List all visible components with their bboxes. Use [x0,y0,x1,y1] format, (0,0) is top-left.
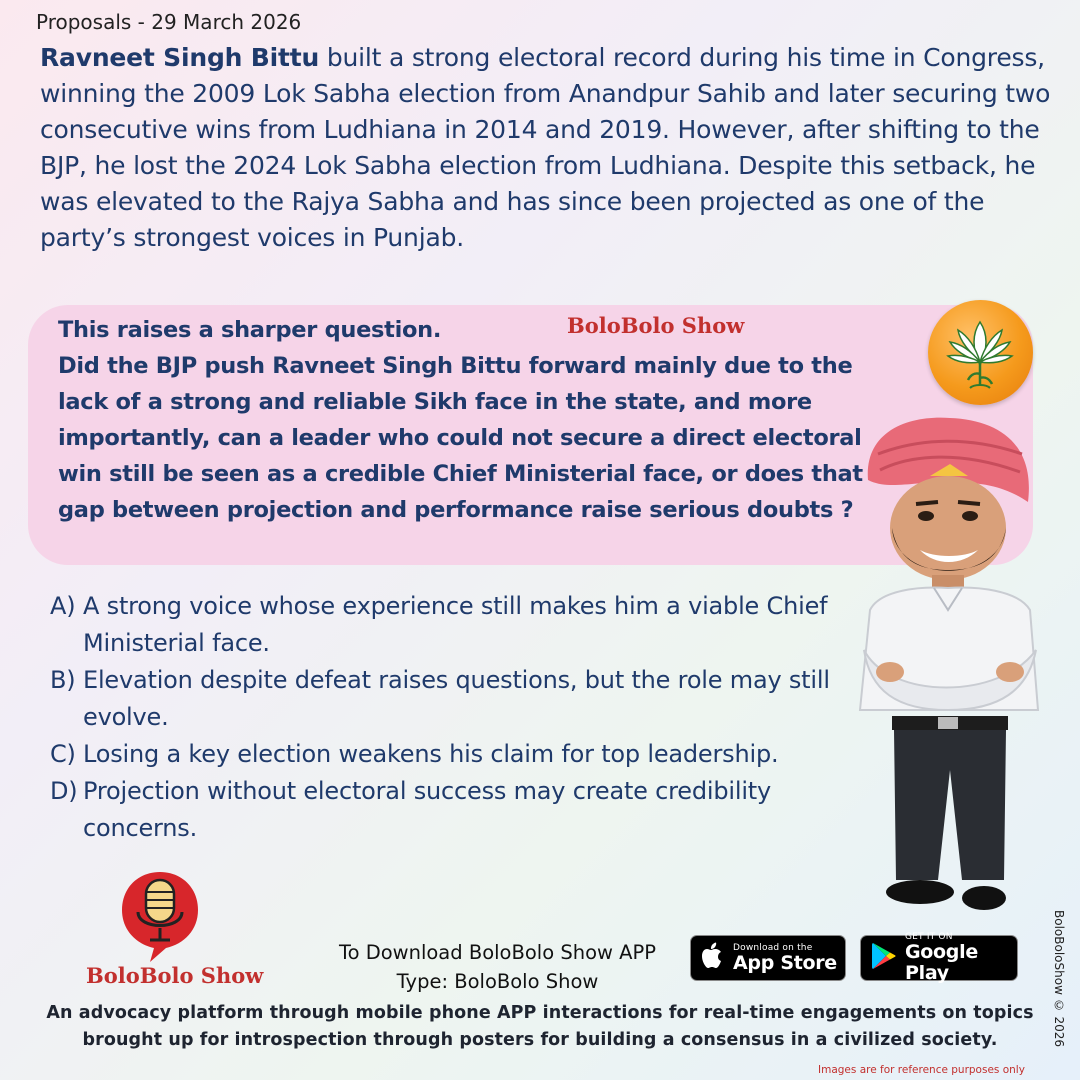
option-letter: B) [50,666,76,694]
question-line1: This raises a sharper question. [58,317,442,343]
download-line2: Type: BoloBolo Show [396,970,599,993]
footer-tagline [30,1000,1050,1054]
intro-name: Ravneet Singh Bittu [40,43,320,72]
app-store-big-text: App Store [733,951,837,974]
lotus-logo-icon [928,300,1033,405]
date-line: Proposals - 29 March 2026 [36,10,302,34]
microphone-logo-icon [120,868,200,963]
download-instructions [330,938,665,996]
google-play-icon [871,942,897,974]
google-play-big-text: Google Play [905,941,978,984]
disclaimer-text: Images are for reference purposes only [818,1064,1025,1076]
option-c[interactable] [50,736,850,773]
option-a[interactable] [50,588,850,662]
google-play-button[interactable] [860,932,1018,984]
option-b[interactable] [50,662,850,736]
question-body: Did the BJP push Ravneet Singh Bittu forward mainly due to the lack of a strong and reliable Sikh face in the state, and more importantly, can a leader who could not secure a direct electoral win still be seen as a credible Chief Ministerial face, or does that gap between projection and performance raise serious doubts ? [58,353,863,523]
option-text: Projection without electoral success may create credibility concerns. [83,777,772,842]
question-text [58,312,868,528]
app-store-button[interactable] [690,935,846,981]
brand-watermark: BoloBolo Show [567,313,745,338]
option-text: Elevation despite defeat raises questions, but the role may still evolve. [83,666,830,731]
option-d[interactable] [50,773,850,847]
footer-line1: An advocacy platform through mobile phone APP interactions for real-time engagements on topics [46,1003,1034,1023]
footer-line2: brought up for introspection through posters for building a consensus in a civilized society. [82,1030,998,1050]
intro-body: built a strong electoral record during his time in Congress, winning the 2009 Lok Sabha election from Anandpur Sahib and later securing two consecutive wins from Ludhiana in 2014 and 2019. However, after shifting to the BJP, he lost the 2024 Lok Sabha election from Ludhiana. Despite this setback, he was elevated to the Rajya Sabha and has since been projected as one of the party’s strongest voices in Punjab. [40,43,1051,252]
option-text: A strong voice whose experience still makes him a viable Chief Ministerial face. [83,592,828,657]
option-letter: A) [50,592,76,620]
download-line1: To Download BoloBolo Show APP [338,941,657,964]
option-letter: D) [50,777,78,805]
podcast-brand-name: BoloBolo Show [86,963,264,988]
google-play-small-text: GET IT ON [905,932,953,942]
options-list [50,588,850,847]
intro-paragraph [40,40,1065,256]
copyright-vertical: BoloBoloShow © 2026 [1052,910,1066,1048]
option-letter: C) [50,740,76,768]
politician-caricature [850,410,1050,930]
apple-icon [701,942,725,974]
app-store-small-text: Download on the [733,942,813,953]
option-text: Losing a key election weakens his claim for top leadership. [83,740,779,768]
